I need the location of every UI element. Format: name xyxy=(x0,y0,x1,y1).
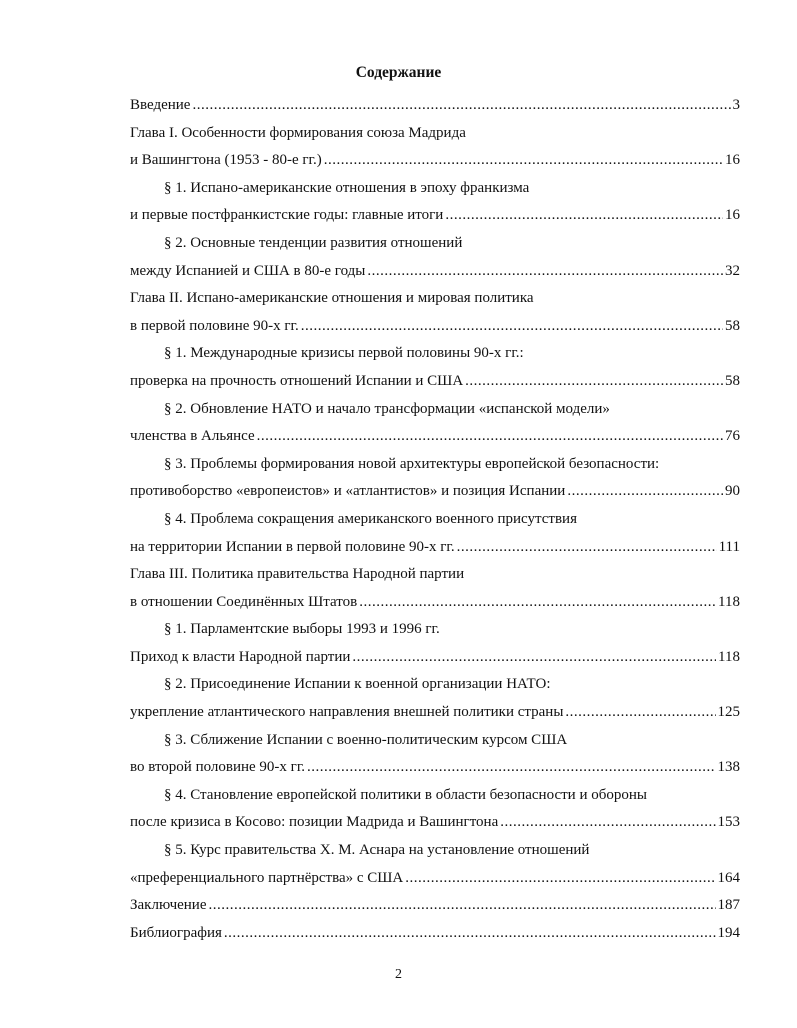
toc-entry-page: 194 xyxy=(717,924,740,941)
toc-entry-text: после кризиса в Косово: позиции Мадрида и Вашингтона xyxy=(130,814,499,831)
toc-entry-text: § 1. Парламентские выборы 1993 и 1996 гг. xyxy=(164,621,440,638)
toc-entry-text: в первой половине 90-х гг. xyxy=(130,317,299,334)
toc-entry xyxy=(130,699,740,727)
toc-leader-dots xyxy=(224,920,716,948)
toc-entry xyxy=(130,809,740,837)
toc-entry-page: 125 xyxy=(717,704,740,721)
toc-entry xyxy=(130,506,740,534)
toc-leader-dots xyxy=(209,892,716,920)
toc-entry-text: § 2. Присоединение Испании к военной организации НАТО: xyxy=(164,676,551,693)
toc-leader-dots xyxy=(192,92,730,120)
toc-entry-page: 58 xyxy=(725,317,740,334)
toc-entry-text: Библиография xyxy=(130,924,222,941)
toc-entry-text: § 4. Становление европейской политики в области безопасности и обороны xyxy=(164,786,647,803)
toc-entry-page: 32 xyxy=(725,262,740,279)
toc-leader-dots xyxy=(307,754,715,782)
toc-leader-dots xyxy=(567,478,723,506)
toc-entry-text: и Вашингтона (1953 - 80-е гг.) xyxy=(130,152,322,169)
toc-entry xyxy=(130,175,740,203)
toc-entry xyxy=(130,920,740,948)
toc-entry-page: 138 xyxy=(717,759,740,776)
toc-entry-text: § 5. Курс правительства Х. М. Аснара на установление отношений xyxy=(164,842,590,859)
toc-entry xyxy=(130,230,740,258)
toc-leader-dots xyxy=(457,534,717,562)
toc-entry-page: 16 xyxy=(725,207,740,224)
toc-entry xyxy=(130,727,740,755)
toc-entry xyxy=(130,865,740,893)
toc-leader-dots xyxy=(301,313,723,341)
toc-entry-page: 90 xyxy=(725,483,740,500)
toc-entry xyxy=(130,616,740,644)
toc-entry-text: § 2. Основные тенденции развития отношений xyxy=(164,234,463,251)
toc-entry-text: § 3. Сближение Испании с военно-политическим курсом США xyxy=(164,731,568,748)
toc-entry xyxy=(130,561,740,589)
toc-entry-page: 16 xyxy=(725,152,740,169)
toc-leader-dots xyxy=(500,809,715,837)
toc-entry xyxy=(130,120,740,148)
toc-entry-text: между Испанией и США в 80-е годы xyxy=(130,262,366,279)
toc-entry xyxy=(130,534,740,562)
toc-entry-text: Глава III. Политика правительства Народной партии xyxy=(130,566,465,583)
toc-entry-text: § 2. Обновление НАТО и начало трансформации «испанской модели» xyxy=(164,400,610,417)
toc-entry-page: 153 xyxy=(717,814,740,831)
page-number: 2 xyxy=(395,967,402,982)
toc-entry-page: 118 xyxy=(718,648,740,665)
toc-entry-text: § 3. Проблемы формирования новой архитектуры европейской безопасности: xyxy=(164,455,660,472)
toc-entry-text: § 1. Международные кризисы первой половины 90-х гг.: xyxy=(164,345,524,362)
table-of-contents xyxy=(130,92,740,947)
toc-entry xyxy=(130,754,740,782)
toc-entry xyxy=(130,368,740,396)
toc-entry xyxy=(130,313,740,341)
toc-entry-page: 58 xyxy=(725,372,740,389)
toc-leader-dots xyxy=(359,589,716,617)
toc-entry xyxy=(130,285,740,313)
toc-leader-dots xyxy=(352,644,716,672)
toc-leader-dots xyxy=(324,147,723,175)
toc-entry-text: проверка на прочность отношений Испании и США xyxy=(130,372,464,389)
toc-entry-text: «преференциального партнёрства» с США xyxy=(130,869,404,886)
toc-leader-dots xyxy=(565,699,715,727)
toc-entry xyxy=(130,202,740,230)
toc-entry xyxy=(130,423,740,451)
toc-leader-dots xyxy=(257,423,723,451)
toc-entry xyxy=(130,671,740,699)
toc-entry-text: § 1. Испано-американские отношения в эпоху франкизма xyxy=(164,179,530,196)
toc-entry-text: противоборство «европеистов» и «атлантистов» и позиция Испании xyxy=(130,483,566,500)
toc-entry-text: § 4. Проблема сокращения американского военного присутствия xyxy=(164,510,577,527)
toc-entry xyxy=(130,258,740,286)
toc-entry xyxy=(130,589,740,617)
toc-entry-text: Приход к власти Народной партии xyxy=(130,648,351,665)
toc-entry-page: 118 xyxy=(718,593,740,610)
toc-entry-text: членства в Альянсе xyxy=(130,428,255,445)
toc-leader-dots xyxy=(445,202,723,230)
toc-entry-text: и первые постфранкистские годы: главные итоги xyxy=(130,207,444,224)
toc-leader-dots xyxy=(367,258,723,286)
toc-entry-page: 187 xyxy=(717,897,740,914)
toc-entry xyxy=(130,340,740,368)
toc-entry-text: Введение xyxy=(130,97,191,113)
toc-entry-page: 76 xyxy=(725,428,740,445)
toc-entry-page: 111 xyxy=(718,538,740,555)
toc-entry xyxy=(130,782,740,810)
toc-entry-text: Глава I. Особенности формирования союза Мадрида xyxy=(130,124,466,141)
toc-entry-text: укрепление атлантического направления внешней политики страны xyxy=(130,704,564,721)
toc-entry-text: на территории Испании в первой половине 90-х гг. xyxy=(130,538,455,555)
toc-entry xyxy=(130,892,740,920)
page-title: Содержание xyxy=(355,64,442,81)
toc-entry xyxy=(130,644,740,672)
toc-entry xyxy=(130,92,740,120)
toc-entry-text: во второй половине 90-х гг. xyxy=(130,759,306,776)
toc-entry-page: 164 xyxy=(717,869,740,886)
toc-entry-text: Глава II. Испано-американские отношения и мировая политика xyxy=(130,290,534,307)
toc-entry-text: Заключение xyxy=(130,897,207,914)
toc-entry xyxy=(130,396,740,424)
toc-leader-dots xyxy=(465,368,723,396)
toc-entry-page: 3 xyxy=(732,97,740,113)
toc-entry xyxy=(130,451,740,479)
toc-entry xyxy=(130,837,740,865)
toc-entry xyxy=(130,478,740,506)
toc-entry xyxy=(130,147,740,175)
toc-entry-text: в отношении Соединённых Штатов xyxy=(130,593,358,610)
toc-leader-dots xyxy=(405,865,715,893)
